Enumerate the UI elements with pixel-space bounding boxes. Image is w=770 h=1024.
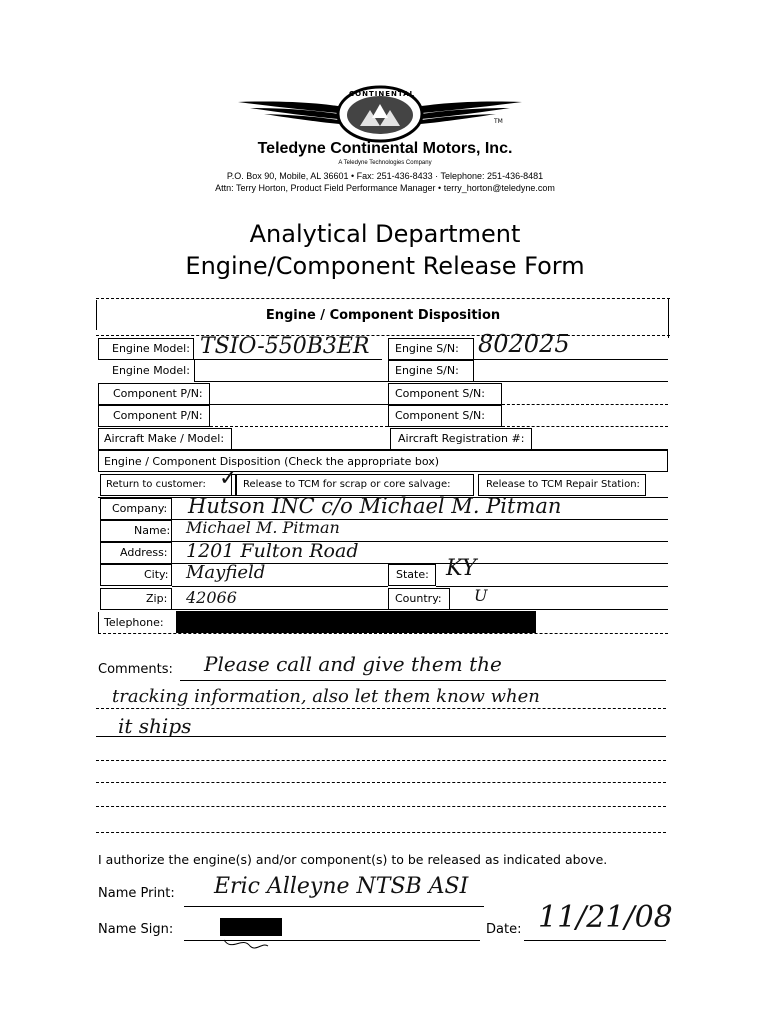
zip-label: Zip: [146, 592, 168, 605]
comments-line-1[interactable]: Please call and give them the [204, 652, 502, 676]
telephone-label: Telephone: [104, 616, 164, 629]
signature-mark [222, 934, 272, 954]
authorization-statement: I authorize the engine(s) and/or component(s) to be released as indicated above. [98, 852, 608, 867]
logo-text: CONTINENTAL [349, 90, 415, 98]
release-repair-checkbox[interactable] [646, 474, 668, 496]
company-subsidiary: A Teledyne Technologies Company [338, 160, 432, 166]
telephone-redaction [176, 611, 536, 633]
name-print-label: Name Print: [98, 886, 175, 901]
form-title: Analytical Department [249, 220, 521, 248]
company-value[interactable]: Hutson INC c/o Michael M. Pitman [188, 494, 562, 518]
date-label: Date: [486, 922, 522, 937]
name-sign-label: Name Sign: [98, 922, 174, 937]
aircraft-registration-label: Aircraft Registration #: [398, 432, 525, 445]
engine-sn-value[interactable]: 802025 [478, 330, 570, 358]
engine-sn-2-label: Engine S/N: [395, 364, 459, 377]
engine-model-2-label: Engine Model: [112, 364, 190, 377]
form-subtitle: Engine/Component Release Form [185, 252, 585, 280]
date-value[interactable]: 11/21/08 [538, 900, 673, 935]
comments-label: Comments: [98, 662, 173, 677]
release-repair-label: Release to TCM Repair Station: [486, 479, 640, 490]
state-label: State: [396, 568, 429, 581]
name-value[interactable]: Michael M. Pitman [186, 518, 340, 537]
engine-model-value[interactable]: TSIO-550B3ER [200, 334, 370, 359]
zip-value[interactable]: 42066 [186, 588, 237, 607]
company-name: Teledyne Continental Motors, Inc. [257, 140, 513, 157]
name-print-value[interactable]: Eric Alleyne NTSB ASI [214, 874, 469, 899]
component-sn-2-label: Component S/N: [395, 409, 485, 422]
disposition-instructions: Engine / Component Disposition (Check the appropriate box) [104, 455, 440, 468]
name-label: Name: [134, 524, 171, 537]
return-to-customer-check: ✓ [219, 466, 238, 491]
engine-model-label: Engine Model: [112, 342, 190, 355]
component-sn-label: Component S/N: [395, 387, 485, 400]
address-value[interactable]: 1201 Fulton Road [186, 540, 359, 562]
engine-sn-label: Engine S/N: [395, 342, 459, 355]
state-value[interactable]: KY [446, 556, 477, 581]
return-to-customer-label: Return to customer: [106, 479, 206, 490]
component-pn-label: Component P/N: [113, 387, 203, 400]
aircraft-make-model-label: Aircraft Make / Model: [104, 432, 225, 445]
country-label: Country: [395, 592, 442, 605]
address-label: Address: [120, 546, 168, 559]
country-value[interactable]: U [474, 586, 488, 605]
company-address: P.O. Box 90, Mobile, AL 36601 • Fax: 251-436-8433 · Telephone: 251-436-8481 [226, 171, 544, 181]
release-scrap-label: Release to TCM for scrap or core salvage: [243, 479, 451, 490]
section-title: Engine / Component Disposition [265, 308, 501, 323]
comments-line-3[interactable]: it ships [118, 714, 192, 738]
city-label: City: [144, 568, 169, 581]
company-attn: Attn: Terry Horton, Product Field Performance Manager • terry_horton@teledyne.com [215, 183, 555, 193]
city-value[interactable]: Mayfield [186, 562, 266, 583]
company-label: Company: [112, 502, 168, 515]
trademark: TM [494, 118, 503, 125]
component-pn-2-label: Component P/N: [113, 409, 203, 422]
comments-line-2[interactable]: tracking information, also let them know when [112, 686, 540, 707]
